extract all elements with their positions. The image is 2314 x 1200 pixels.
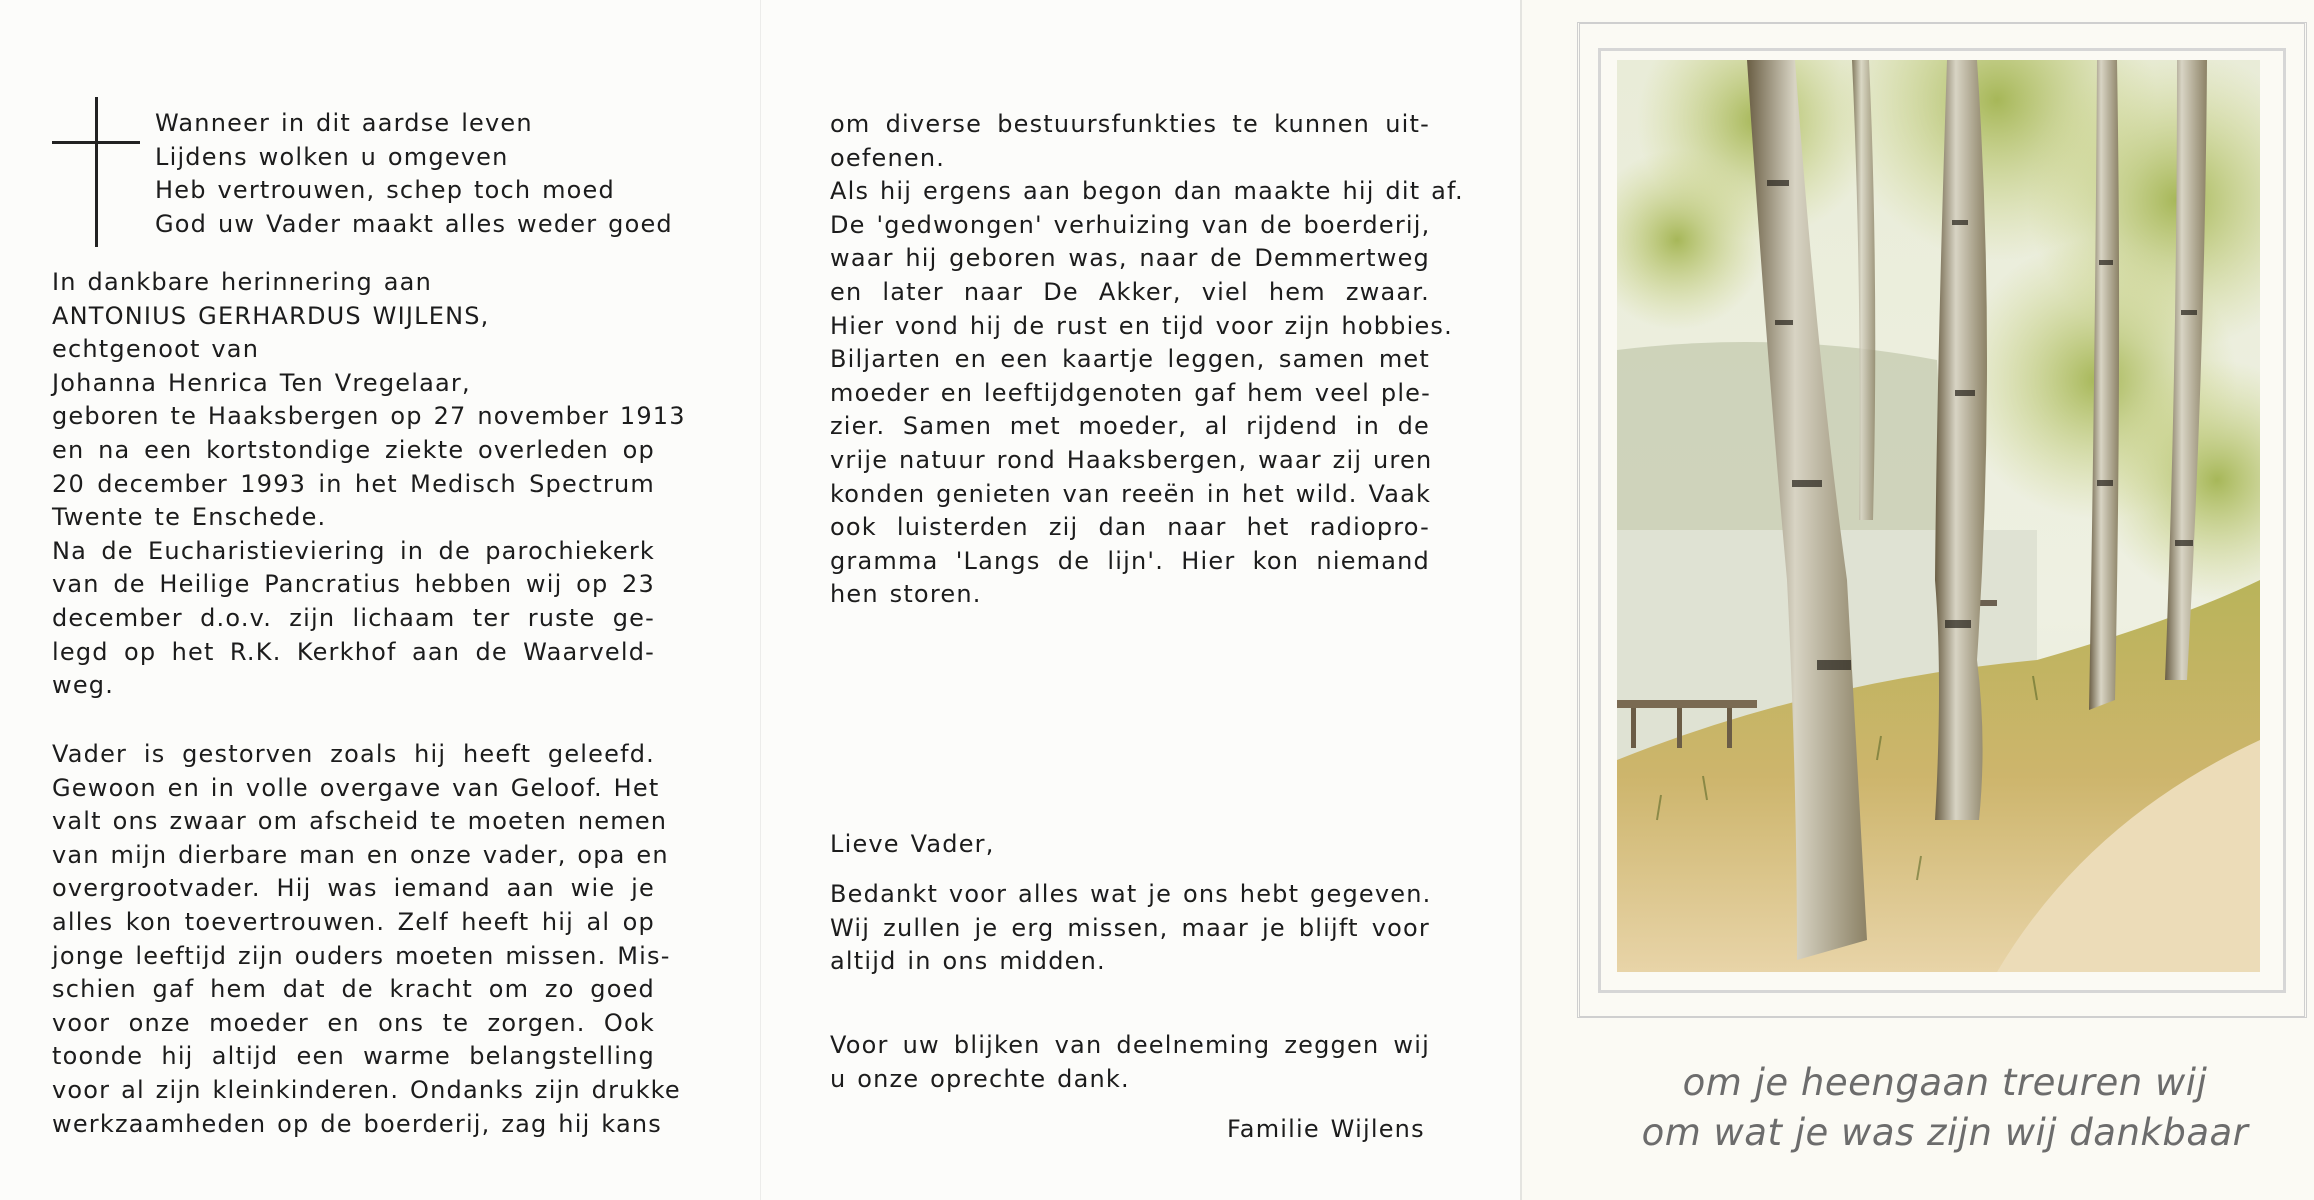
poem-line: Heb vertrouwen, schep toch moed	[155, 176, 615, 205]
life-story-text	[830, 108, 1464, 612]
tribute-line: van mijn dierbare man en onze vader, opa en	[52, 840, 669, 869]
story-line: oefenen.	[830, 143, 946, 172]
intro-line: en na een kortstondige ziekte overleden op	[52, 435, 655, 464]
closing-verse	[1580, 1058, 2310, 1158]
poem-line: Lijdens wolken u omgeven	[155, 142, 509, 171]
family-signature: Familie Wijlens	[1227, 1115, 1425, 1143]
thanks-line: Wij zullen je erg missen, maar je blijft voor	[830, 913, 1430, 942]
intro-line: legd op het R.K. Kerkhof aan de Waarveld-	[52, 637, 655, 666]
spouse-name: Johanna Henrica Ten Vregelaar,	[52, 368, 471, 397]
cross-icon	[95, 97, 98, 247]
intro-line: echtgenoot van	[52, 335, 260, 364]
tribute-text	[52, 738, 681, 1141]
story-line: zier. Samen met moeder, al rijdend in de	[830, 412, 1430, 441]
opening-poem	[155, 107, 673, 241]
intro-line: In dankbare herinnering aan	[52, 268, 432, 296]
verse-line: om wat je was zijn wij dankbaar	[1641, 1111, 2249, 1154]
intro-line: 20 december 1993 in het Medisch Spectrum	[52, 469, 655, 498]
story-line: om diverse bestuursfunkties te kunnen uit-	[830, 110, 1430, 138]
deceased-name: ANTONIUS GERHARDUS WIJLENS,	[52, 301, 490, 330]
story-line: moeder en leeftijdgenoten gaf hem veel ple-	[830, 378, 1432, 407]
condolence-line: Voor uw blijken van deelneming zeggen wij	[830, 1031, 1430, 1059]
story-line: waar hij geboren was, naar de Demmertweg	[830, 244, 1430, 273]
tribute-line: schien gaf hem dat de kracht om zo goed	[52, 975, 655, 1004]
story-line: Biljarten en een kaartje leggen, samen met	[830, 345, 1430, 374]
greeting: Lieve Vader,	[830, 830, 995, 858]
tribute-line: voor onze moeder en ons te zorgen. Ook	[52, 1008, 655, 1037]
tribute-line: Vader is gestorven zoals hij heeft geleefd.	[52, 740, 655, 768]
story-line: en later naar De Akker, viel hem zwaar.	[830, 277, 1430, 306]
thanks-text	[830, 878, 1430, 979]
tribute-line: overgrootvader. Hij was iemand aan wie je	[52, 874, 655, 903]
intro-line: Na de Eucharistieviering in de parochiekerk	[52, 536, 655, 565]
story-line: De 'gedwongen' verhuizing van de boerderij,	[830, 210, 1431, 239]
thanks-line: altijd in ons midden.	[830, 947, 1106, 976]
thanks-line: Bedankt voor alles wat je ons hebt gegeven.	[830, 880, 1432, 908]
story-line: Als hij ergens aan begon dan maakte hij dit af.	[830, 177, 1464, 206]
intro-line: Twente te Enschede.	[52, 503, 327, 532]
story-line: vrije natuur rond Haaksbergen, waar zij uren	[830, 445, 1433, 474]
intro-line: van de Heilige Pancratius hebben wij op 23	[52, 570, 655, 599]
intro-line: weg.	[52, 671, 115, 700]
tribute-line: Gewoon en in volle overgave van Geloof. Het	[52, 773, 660, 802]
poem-line: God uw Vader maakt alles weder goed	[155, 209, 673, 238]
tribute-line: toonde hij altijd een warme belangstelling	[52, 1042, 655, 1071]
cross-icon-bar	[52, 141, 140, 144]
memorial-intro	[52, 266, 686, 703]
tribute-line: werkzaamheden op de boerderij, zag hij kans	[52, 1109, 662, 1138]
story-line: hen storen.	[830, 580, 982, 609]
story-line: ook luisterden zij dan naar het radiopro-	[830, 513, 1430, 542]
poem-line: Wanneer in dit aardse leven	[155, 109, 533, 137]
tribute-line: valt ons zwaar om afscheid te moeten nemen	[52, 807, 668, 836]
story-line: gramma 'Langs de lijn'. Hier kon niemand	[830, 546, 1430, 575]
story-line: konden genieten van reeën in het wild. Vaak	[830, 479, 1432, 508]
condolence-line: u onze oprechte dank.	[830, 1064, 1130, 1093]
tribute-line: alles kon toevertrouwen. Zelf heeft hij al op	[52, 907, 655, 936]
intro-line: geboren te Haaksbergen op 27 november 1913	[52, 402, 686, 431]
birch-lake-photo	[1617, 60, 2260, 972]
tribute-line: voor al zijn kleinkinderen. Ondanks zijn drukke	[52, 1075, 681, 1104]
tribute-line: jonge leeftijd zijn ouders moeten missen. Mis-	[52, 941, 671, 970]
verse-line: om je heengaan treuren wij	[1682, 1061, 2208, 1104]
story-line: Hier vond hij de rust en tijd voor zijn hobbies.	[830, 311, 1453, 340]
condolence-text	[830, 1029, 1430, 1096]
intro-line: december d.o.v. zijn lichaam ter ruste ge-	[52, 603, 655, 632]
